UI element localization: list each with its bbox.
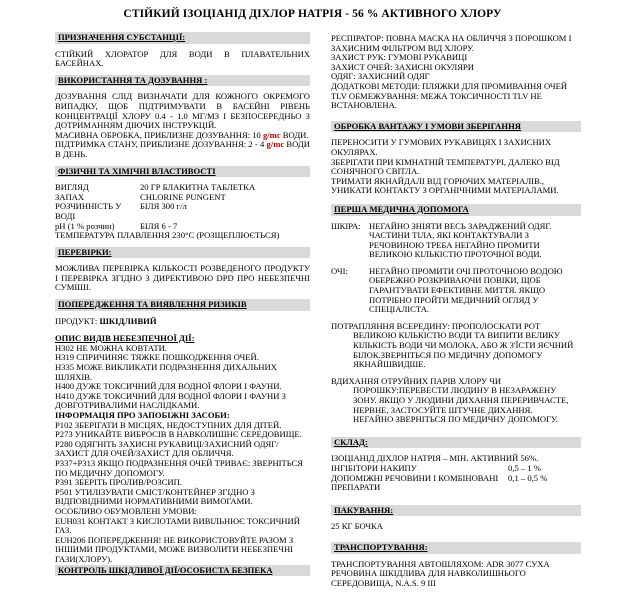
transport-heading: ТРАНСПОРТУВАННЯ: (331, 542, 581, 554)
hazard-statement: H302 НЕ МОЖНА КОВТАТИ. (55, 342, 167, 353)
precautionary-statement: P501 УТИЛІЗУВАТИ СМІСТ/КОНТЕЙНЕР ЗГІДНО З ВІДПОВІДНИМИ НОРМАТИВНИМИ ВИМОГАМИ. (55, 486, 255, 507)
property-value: БІЛЯ 6 - 7 (140, 220, 178, 231)
property-name: РОЗЧИННІСТЬ У ВОДІ (55, 201, 122, 221)
product-value: ШКІДЛИВИЙ (99, 315, 157, 326)
hazard-statement: H410 ДУЖЕ ТОКСИЧНИЙ ДЛЯ ВОДНОЇ ФЛОРИ І ФАУНИ З ДОВГОТРИВАЛИМИ НАСЛІДКАМИ. (55, 390, 286, 411)
usage-maint-suffix: ВОДИ В ДЕНЬ. (55, 139, 310, 159)
purpose-text: СТІЙКИЙ ХЛОРАТОР ДЛЯ ВОДИ В ПЛАВАТЕЛЬНИХ БАСЕЙНАХ. (55, 48, 310, 69)
physical-table (55, 183, 255, 231)
ppe-line: РЕСПІРАТОР: ПОВНА МАСКА НА ОБЛИЧЧЯ З ПОРОШКОМ І ЗАХИСНИМ ФІЛЬТРОМ ВІД ХЛОРУ. (331, 33, 572, 53)
precautionary-statement: EUH206 ПОПЕРЕДЖЕННЯ! НЕ ВИКОРИСТОВУЙТЕ РАЗОМ З ІНШИМИ ПРОДУКТАМИ, МОЖЕ ВИЗВОЛИТИ НЕБЕЗПЕЧНІ ГАЗИ(ХЛОРУ). (55, 534, 294, 564)
composition-main: ІЗОЦІАНІД ДІХЛОР НАТРІЯ – МІН. АКТИВНИЙ 56%. (331, 453, 539, 464)
property-value: CHLORINE PUNGENT (140, 191, 226, 202)
checks-text: МОЖЛИВА ПЕРЕВІРКА КІЛЬКОСТІ РОЗВЕДЕНОГО ПРОДУКТУ І ПЕРЕВІРКА ЗГІДНО З ДИРЕКТИВОЮ DPD ПРО НЕБЕЗПЕЧНІ СУМІШІ. (55, 263, 310, 293)
table-row (331, 474, 549, 493)
composition-table (331, 464, 549, 493)
hazard-statement: H335 МОЖЕ ВИКЛИКАТИ ПОДРАЗНЕННЯ ДИХАЛЬНИХ ШЛЯХІВ. (55, 362, 277, 382)
component-amount: 0,1 – 0,5 % (508, 472, 548, 483)
component-name: ДОПОМІЖНІ РЕЧОВИНИ І КОМБІНОВАНІ ПРЕПАРАТИ (331, 472, 499, 493)
control-heading: КОНТРОЛЬ ШКІДЛИВОЇ ДІЇ/ОСОБИСТА БЕЗПЕКА (55, 565, 310, 577)
melting-point-line (55, 231, 310, 241)
hazard-statements-heading: ОПИС ВИДІВ НЕБЕЗПЕЧНОЇ ДІЇ: (55, 333, 195, 344)
purpose-heading: ПРИЗНАЧЕННЯ СУБСТАНЦІЇ: (55, 32, 310, 44)
component-name: ІНГІБІТОРИ НАКИПУ (331, 462, 417, 473)
first-aid-skin-text: НЕГАЙНО ЗНІЯТИ ВЕСЬ ЗАРАДЖЕНИЙ ОДЯГ. ЧАСТИНИ ТІЛА, ЯКІ КОНТАКТУВАЛИ З РЕЧОВИНОЮ ТРЕБА НЕГАЙНО ПРОМИТИ ВЕЛИКОЮ КІЛЬКІСТЮ ПРОТОЧНОЇ ВОДИ. (369, 220, 552, 260)
storage-line: ЗБЕРІГАТИ ПРИ КІМНАТНІЙ ТЕМПЕРАТУРІ, ДАЛЕКО ВІД СОНЯЧНОГО СВІТЛА. (331, 156, 560, 177)
first-aid-skin (331, 222, 581, 260)
usage-massive-suffix: ВОДИ. (280, 129, 309, 140)
hazards-heading: ПОПЕРЕДЖЕННЯ ТА ВИЯВЛЕННЯ РИЗИКІВ (55, 299, 310, 311)
first-aid-eyes (331, 267, 581, 315)
right-column (331, 34, 581, 588)
ppe-line: TLV ОБМЕЖУВАННЯ: МЕЖА ТОКСИЧНОСТІ TLV НЕ ВСТАНОВЛЕНА. (331, 90, 542, 111)
property-name: ЗАПАХ (55, 191, 85, 202)
usage-massive-label: МАСИВНА ОБРОБКА, ПРИБЛИЗНЕ ДОЗУВАННЯ: 10 (55, 129, 263, 140)
first-aid-eyes-label: ОЧІ: (331, 265, 348, 276)
packaging-heading: ПАКУВАННЯ: (331, 505, 581, 517)
first-aid-ingestion (331, 322, 581, 370)
checks-heading: ПЕРЕВІРКИ: (55, 247, 310, 259)
usage-maint-label: ПІДТРИМКА СТАНУ, ПРИБЛИЗНЕ ДОЗУВАННЯ: 2 - 4 (55, 139, 267, 150)
precautionary-heading: ІНФОРМАЦІЯ ПРО ЗАПОБІЖНІ ЗАСОБИ: (55, 410, 230, 420)
precautionary-statement: P391 ЗБЕРІТЬ ПРОЛИВ/РОЗСИП. (55, 477, 182, 488)
precautionary-statement: P102 ЗБЕРІГАТИ В МІСЦЯХ, НЕДОСТУПНИХ ДЛЯ ДІТЕЙ. (55, 419, 282, 430)
product-label: ПРОДУКТ: (55, 315, 100, 326)
precautionary-statement: P337+P313 ЯКЩО ПОДРАЗНЕННЯ ОЧЕЙ ТРИВАЄ: ЗВЕРНІТЬСЯ ПО МЕДИЧНУ ДОПОМОГУ. (55, 457, 303, 478)
first-aid-inhalation-note: НЕГАЙНО ЗВЕРНІТЬСЯ ПО МЕДИЧНУ ДОПОМОГУ. (353, 414, 558, 425)
property-name: pH (1 % розчин) (55, 220, 115, 231)
property-name: ТЕМПЕРАТУРА ПЛАВЛЕННЯ (55, 230, 170, 241)
first-aid-ingestion-label: ПОТРАПЛЯННЯ ВСЕРЕДИНУ: ПРОПОЛОСКАТИ РОТ (331, 320, 541, 331)
usage-maint-unit: g/mc (266, 139, 285, 150)
precautionary-statement: P280 ОДЯГНІТЬ ЗАХИСНІ РУКАВИЦІ/ЗАХИСНИЙ ОДЯГ/ЗАХИСТ ДЛЯ ОЧЕЙ/ЗАХИСТ ДЛЯ ОБЛИЧЧЯ. (55, 438, 279, 459)
ppe-line: ДОДАТКОВІ МЕТОДИ: ПЛЯЖКИ ДЛЯ ПРОМИВАННЯ ОЧЕЙ (331, 80, 568, 91)
usage-text-3 (55, 140, 310, 159)
document-title: СТІЙКИЙ ІЗОЦІАНІД ДІХЛОР НАТРІЯ - 56 % АКТИВНОГО ХЛОРУ (123, 8, 502, 20)
composition-heading: СКЛАД: (331, 437, 581, 449)
usage-heading: ВИКОРИСТАННЯ ТА ДОЗУВАННЯ : (55, 75, 310, 87)
first-aid-inhalation (331, 377, 581, 425)
property-value: 230°С (РОЗЩЕПЛЮЄТЬСЯ) (172, 230, 280, 241)
property-value: 20 ГР БЛАКИТНА ТАБЛЕТКА (140, 182, 256, 193)
first-aid-eyes-text: НЕГАЙНО ПРОМИТИ ОЧІ ПРОТОЧНОЮ ВОДОЮ ОБЕРЕЖНО РОЗКРИВАЮЧИ ПОВІКИ, ЩОБ ГАРАНТУВАТИ ЕФЕКТИВНЕ МИТТЯ. ЯКЩО ПОТРІБНО ПРОЙТИ МЕДИЧНИЙ ОГЛЯД У СПЕЦІАЛІСТА. (369, 265, 563, 315)
usage-text-1: ДОЗУВАННЯ СЛІД ВИЗНАЧАТИ ДЛЯ КОЖНОГО ОКРЕМОГО ВИПАДКУ, ЩОБ ПІДТРИМУВАТИ В БАСЕЙНІ РІВЕНЬ КОНЦЕНТРАЦІЇ ХЛОРУ 0.4 - 1.0 МГ/М3 І БЕЗПОСЕРЕДНЬО З ДОТРИМАННЯМ ДІЮЧИХ ІНСТРУКЦІЙ. (55, 91, 310, 131)
table-row (55, 202, 255, 221)
first-aid-skin-label: ШКІРА: (331, 220, 361, 231)
first-aid-inhalation-label: ВДИХАННЯ ОТРУЙНИХ ПАРІВ ХЛОРУ ЧИ (331, 375, 502, 386)
physical-heading: ФІЗИЧНІ ТА ХІМІЧНІ ВЛАСТИВОСТІ (55, 166, 310, 178)
ppe-line: ОДЯГ: ЗАХИСНИЙ ОДЯГ (331, 71, 430, 82)
ppe-line: ЗАХИСТ ОЧЕЙ: ЗАХИСНІ ОКУЛЯРИ (331, 61, 474, 72)
hazard-statement: H319 СПРИЧИНЯЄ ТЯЖКЕ ПОШКОДЖЕННЯ ОЧЕЙ. (55, 352, 259, 363)
precautionary-statement: P273 УНИКАЙТЕ ВИБРОСІВ В НАВКОЛИШНЄ СЕРЕДОВИЩЕ. (55, 429, 302, 440)
hazard-statement: H400 ДУЖЕ ТОКСИЧНИЙ ДЛЯ ВОДНОЇ ФЛОРИ І ФАУНИ. (55, 381, 282, 392)
first-aid-inhalation-text: ПОРОШКУ:ПЕРЕВЕСТИ ЛЮДИНУ В НЕЗАРАЖЕНУ ЗОНУ. ЯКЩО У ЛЮДИНИ ДИХАННЯ ПЕРЕРИВЧАСТЕ, НЕРВНЕ, ЗАСТОСУЙТЕ ШТУЧНЕ ДИХАННЯ. (353, 385, 569, 415)
precautionary-statement: ОСОБЛИВО ОБУМОВЛЕНІ УМОВИ: (55, 505, 197, 516)
component-amount: 0,5 – 1 % (508, 462, 541, 473)
storage-line: ТРИМАТИ ЯКНАЙДАЛІ ВІД ГОРЮЧИХ МАТЕРІАЛІВ., УНИКАТИ КОНТАКТУ З ОРГАНІЧНИМИ МАТЕРІАЛАМИ. (331, 175, 559, 196)
storage-heading: ОБРОБКА ВАНТАЖУ І УМОВИ ЗБЕРІГАННЯ (331, 121, 581, 133)
packaging-text: 25 КГ БОЧКА (331, 521, 383, 532)
usage-massive-unit: g/mc (262, 129, 281, 140)
transport-text: ТРАНСПОРТУВАННЯ АВТОШЛЯХОМ: ADR 3077 СУХА РЕЧОВИНА ШКІДЛИВА ДЛЯ НАВКОЛИШНЬОГО СЕРЕДОВИЩА, N.A.S. 9 III (331, 558, 550, 588)
first-aid-ingestion-text: ВЕЛИКОЮ КІЛЬКІСТЮ ВОДИ ТА ВИПИТИ ВЕЛИКУ КІЛЬКІСТЬ ВОДИ ЧИ МОЛОКА, АБО Ж З'ЇСТИ ЯЄЧНИЙ БІЛОК.ЗВЕРНІТЬСЯ ПО МЕДИЧНУ ДОПОМОГУ ЯКНАЙШВИДШЕ. (353, 330, 574, 370)
property-name: ВИГЛЯД (55, 182, 89, 193)
precautionary-statement: EUH031 КОНТАКТ З КИСЛОТАМИ ВИВІЛЬНЮЄ ТОКСИЧНИЙ ГАЗ. (55, 515, 300, 536)
property-value: БІЛЯ 300 г/л (140, 201, 187, 212)
storage-line: ПЕРЕНОСИТИ У ГУМОВИХ РУКАВИЦЯХ І ЗАХИСНИХ ОКУЛЯРАХ. (331, 137, 552, 157)
first-aid-heading: ПЕРША МЕДИЧНА ДОПОМОГА (331, 204, 581, 216)
ppe-line: ЗАХИСТ РУК: ГУМОВІ РУКАВИЦІ (331, 52, 468, 63)
product-classification (55, 317, 310, 327)
left-column (55, 30, 310, 582)
